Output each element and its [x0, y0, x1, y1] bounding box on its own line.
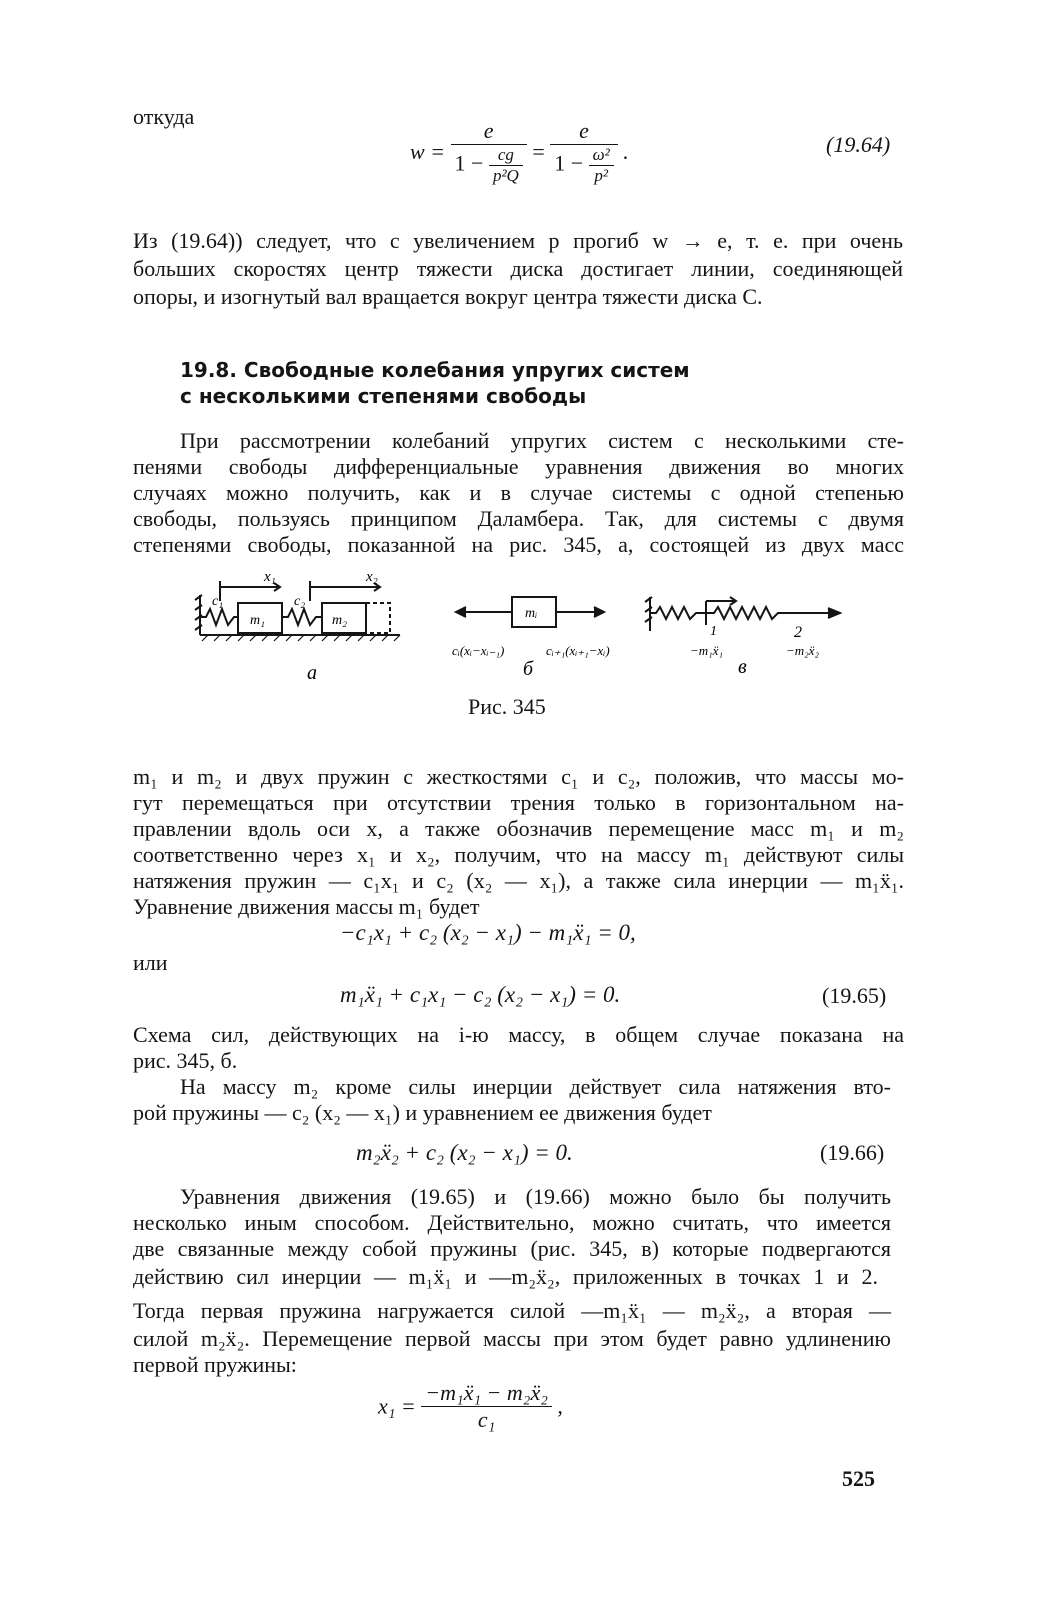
para5-line1: На массу m₂ кроме силы инерции действует сила натяжения вто-	[180, 1074, 891, 1099]
figure-v-springs	[645, 597, 840, 631]
frac1-den	[451, 145, 527, 186]
fig-b-mi: mᵢ	[525, 606, 538, 621]
figure-345	[190, 565, 870, 695]
eq-final-den: c₁	[477, 1407, 496, 1432]
para3-line2: гут перемещаться при отсутствии трения только в горизонтальном на-	[133, 790, 904, 815]
frac2-num: e	[550, 118, 618, 145]
fig-b-left: cᵢ(xᵢ−xᵢ₋₁)	[452, 643, 505, 658]
para6-line4: действию сил инерции — m₁ẍ₁ и —m₂ẍ₂, приложенных в точках 1 и 2.	[133, 1264, 878, 1289]
para6-line3: две связанные между собой пружины (рис. 345, в) которые подвергаются	[133, 1236, 891, 1261]
para2-line1: При рассмотрении колебаний упругих систем с несколькими сте-	[180, 428, 904, 453]
para6-line5: Тогда первая пружина нагружается силой —m₁ẍ₁ — m₂ẍ₂, а вторая —	[133, 1298, 891, 1323]
frac1-den-one: 1 −	[454, 150, 484, 176]
fig-v-f2: −m₂ẍ₂	[786, 643, 819, 658]
section-heading-line2: с несколькими степенями свободы	[180, 384, 587, 408]
para3-line3: правлении вдоль оси x, а также обозначив перемещение масс m₁ и m₂	[133, 816, 904, 841]
equation-19-64	[410, 118, 629, 186]
frac1-inner	[489, 145, 523, 186]
fig-a-x2: x₂	[366, 569, 378, 585]
eq-number-19-66: (19.66)	[820, 1140, 885, 1165]
para4-line1: Схема сил, действующих на i-ю массу, в общем случае показана на	[133, 1022, 904, 1047]
figure-caption: Рис. 345	[468, 694, 546, 719]
para5-line2: рой пружины — c₂ (x₂ — x₁) и уравнением ее движения будет	[133, 1100, 712, 1125]
frac2-inner	[589, 145, 614, 186]
fig-a-c1: c₁	[212, 594, 224, 609]
para6-line7: первой пружины:	[133, 1352, 297, 1377]
para1-line1: Из (19.64)) следует, что с увеличением p прогиб w → e, т. е. при очень	[133, 228, 903, 253]
equation-19-65: m₁ẍ₁ + c₁x₁ − c₂ (x₂ − x₁) = 0.	[340, 982, 621, 1007]
fig-label-v: в	[738, 656, 747, 678]
fig-a-m2: m₂	[332, 613, 347, 628]
para2-line3: случаях можно получить, как и в случае системы с одной степенью	[133, 480, 904, 505]
fraction-1	[451, 118, 527, 186]
eq-number-19-65: (19.65)	[822, 983, 887, 1008]
page-number: 525	[842, 1466, 875, 1491]
para3-line4: соответственно через x₁ и x₂, получим, что на массу m₁ действуют силы	[133, 842, 904, 867]
fig-v-1: 1	[710, 624, 717, 639]
eq-equals: =	[532, 139, 545, 164]
para3-line6: Уравнение движения массы m₁ будет	[133, 894, 480, 919]
frac2-den	[550, 145, 618, 186]
equation-19-66: m₂ẍ₂ + c₂ (x₂ − x₁) = 0.	[356, 1140, 573, 1165]
eq-dot: .	[623, 139, 629, 164]
eq-final-lhs: x₁ =	[378, 1393, 416, 1419]
fig-a-c2: c₂	[294, 594, 306, 609]
word-otkuda: откуда	[133, 104, 195, 129]
para1-line3: опоры, и изогнутый вал вращается вокруг центра тяжести диска C.	[133, 284, 763, 309]
eq-final-comma: ,	[557, 1393, 563, 1419]
para3-line5: натяжения пружин — c₁x₁ и c₂ (x₂ — x₁), а также сила инерции — m₁ẍ₁.	[133, 868, 904, 893]
para2-line5: степенями свободы, показанной на рис. 345, a, состоящей из двух масс	[133, 532, 904, 557]
equation-inertia: −c₁x₁ + c₂ (x₂ − x₁) − m₁ẍ₁ = 0,	[340, 920, 636, 945]
para3-line1: m₁ и m₂ и двух пружин с жесткостями c₁ и c₂, положив, что массы мо-	[133, 764, 904, 789]
fraction-2	[550, 118, 618, 186]
figure-a-system	[195, 581, 400, 641]
eq-final-num: −m₁ẍ₁ − m₂ẍ₂	[421, 1380, 552, 1407]
frac1-num: e	[451, 118, 527, 145]
fig-a-x1: x₁	[264, 569, 276, 585]
fig-label-b: б	[523, 658, 534, 680]
fig-label-a: a	[307, 662, 317, 684]
equation-x1	[378, 1380, 563, 1433]
fig-v-f1: −m₁ẍ₁	[690, 643, 723, 658]
frac1-inner-num: cg	[489, 145, 523, 166]
para2-line2: пенями свободы дифференциальные уравнения движения во многих	[133, 454, 904, 479]
para6-line2: несколько иным способом. Действительно, можно считать, что имеется	[133, 1210, 891, 1235]
eq-w: w =	[410, 139, 446, 164]
frac2-inner-num: ω²	[589, 145, 614, 166]
para6-line1: Уравнения движения (19.65) и (19.66) можно было бы получить	[180, 1184, 891, 1209]
eq-final-fraction	[421, 1380, 552, 1433]
frac2-den-one: 1 −	[554, 150, 584, 176]
para4-line2: рис. 345, б.	[133, 1048, 238, 1073]
para6-line6: силой m₂ẍ₂. Перемещение первой массы при этом будет равно удлинению	[133, 1326, 891, 1351]
eq-number-19-64: (19.64)	[826, 132, 891, 157]
para1-line2: больших скоростях центр тяжести диска достигает линии, соединяющей	[133, 256, 903, 281]
frac1-inner-den: p²Q	[492, 166, 519, 185]
para2-line4: свободы, пользуясь принципом Даламбера. Так, для системы с двумя	[133, 506, 904, 531]
section-heading-line1: 19.8. Свободные колебания упругих систем	[180, 358, 690, 382]
frac2-inner-den: p²	[594, 166, 609, 185]
fig-b-right: cᵢ₊₁(xᵢ₊₁−xᵢ)	[546, 643, 610, 658]
word-ili: или	[133, 950, 168, 975]
fig-v-2: 2	[794, 624, 802, 641]
fig-a-m1: m₁	[250, 613, 265, 628]
